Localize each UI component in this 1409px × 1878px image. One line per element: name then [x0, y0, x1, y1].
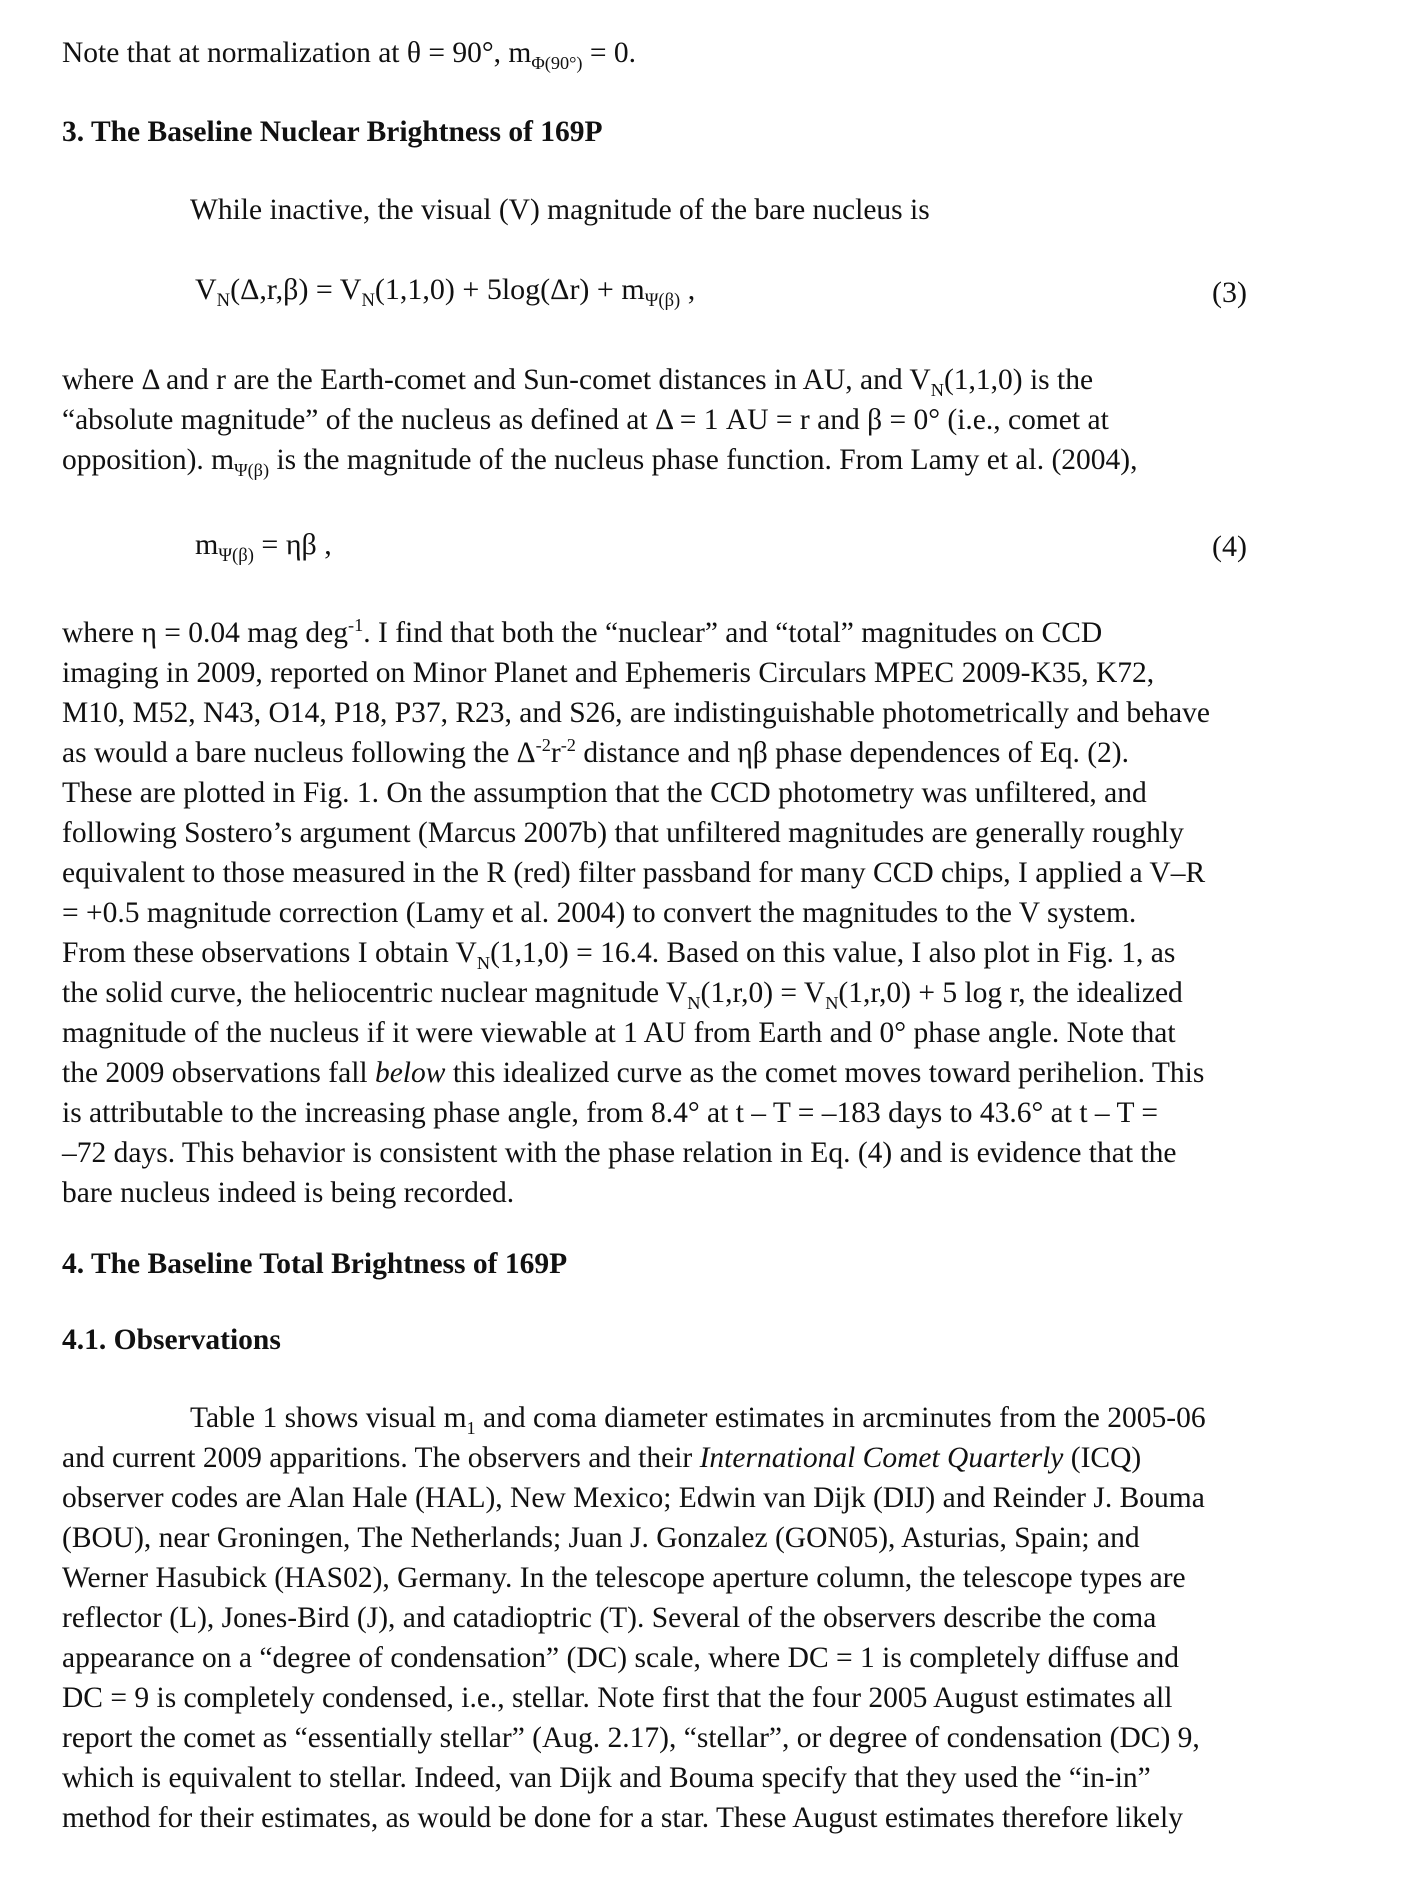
normalization-note: Note that at normalization at θ = 90°, $m_{\Phi(90^\circ)} = 0$. — [62, 37, 637, 73]
paragraph-line: observer codes are Alan Hale (HAL), New Mexico; Edwin van Dijk (DIJ) and Reinder J. Bouma — [62, 1482, 1205, 1514]
paragraph-line: –72 days. This behavior is consistent with the phase relation in Eq. (4) and is evidence that the — [62, 1137, 1177, 1169]
paragraph-line: magnitude of the nucleus if it were viewable at 1 AU from Earth and 0° phase angle. Note that — [62, 1017, 1176, 1049]
equation-4-number: (4) — [1212, 530, 1247, 563]
paragraph-line: as would a bare nucleus following the $\Delta^{-2}r^{-2}$ distance and ηβ phase dependences of Eq. (2). — [62, 735, 1129, 769]
paragraph-line: which is equivalent to stellar. Indeed, van Dijk and Bouma specify that they used the “in-in” — [62, 1762, 1151, 1794]
equation-4: $m_{\Psi(\beta)} = \eta\beta$ , — [195, 528, 332, 566]
paragraph-line: equivalent to those measured in the R (red) filter passband for many CCD chips, I applied a V–R — [62, 857, 1206, 889]
paragraph-line: = +0.5 magnitude correction (Lamy et al. 2004) to convert the magnitudes to the V system. — [62, 897, 1137, 929]
paragraph-line: appearance on a “degree of condensation” (DC) scale, where DC = 1 is completely diffuse and — [62, 1642, 1179, 1674]
equation-3-number: (3) — [1212, 276, 1247, 309]
paragraph-line: following Sostero’s argument (Marcus 2007b) that unfiltered magnitudes are generally roughly — [62, 817, 1184, 849]
paragraph-line: M10, M52, N43, O14, P18, P37, R23, and S26, are indistinguishable photometrically and behave — [62, 697, 1210, 729]
paragraph-line: From these observations I obtain $V_N(1,1,0) = 16.4$. Based on this value, I also plot in Fig. 1, as — [62, 937, 1176, 973]
section-3-heading: 3. The Baseline Nuclear Brightness of 169P — [62, 116, 603, 148]
paragraph-line: where η = 0.04 mag deg$^{-1}$. I find that both the “nuclear” and “total” magnitudes on CCD — [62, 615, 1103, 649]
paragraph-line: reflector (L), Jones-Bird (J), and catadioptric (T). Several of the observers describe the coma — [62, 1602, 1157, 1634]
equation-3: $V_N(\Delta,r,\beta) = V_N(1,1,0) + 5\log(\Delta r) + m_{\Psi(\beta)}$ , — [195, 273, 696, 311]
paragraph-line: report the comet as “essentially stellar” (Aug. 2.17), “stellar”, or degree of condensation (DC) 9, — [62, 1722, 1200, 1754]
paragraph-line: and current 2009 apparitions. The observers and their International Comet Quarterly (ICQ) — [62, 1442, 1142, 1474]
paragraph-line: is attributable to the increasing phase angle, from 8.4° at t – T = –183 days to 43.6° at t – T = — [62, 1097, 1159, 1129]
paragraph-line: where Δ and r are the Earth-comet and Sun-comet distances in AU, and $V_N(1,1,0)$ is the — [62, 364, 1094, 400]
paragraph-line: opposition). $m_{\Psi(\beta)}$ is the magnitude of the nucleus phase function. From Lamy et al. (2004), — [62, 444, 1138, 480]
section-4-heading: 4. The Baseline Total Brightness of 169P — [62, 1248, 568, 1280]
paragraph-line: imaging in 2009, reported on Minor Planet and Ephemeris Circulars MPEC 2009-K35, K72, — [62, 657, 1155, 689]
paragraph-line: Table 1 shows visual $m_1$ and coma diameter estimates in arcminutes from the 2005-06 — [190, 1402, 1206, 1438]
paragraph-line: DC = 9 is completely condensed, i.e., stellar. Note first that the four 2005 August estimates all — [62, 1682, 1173, 1714]
section-4-1-heading: 4.1. Observations — [62, 1324, 281, 1356]
paragraph-line: (BOU), near Groningen, The Netherlands; Juan J. Gonzalez (GON05), Asturias, Spain; and — [62, 1522, 1140, 1554]
paragraph-line: bare nucleus indeed is being recorded. — [62, 1177, 515, 1209]
paragraph-line: the solid curve, the heliocentric nuclear magnitude $V_N(1,r,0) = V_N(1,r,0) + 5$ log r, the idealized — [62, 977, 1183, 1013]
paragraph-line: Werner Hasubick (HAS02), Germany. In the telescope aperture column, the telescope types are — [62, 1562, 1186, 1594]
paragraph-line: method for their estimates, as would be done for a star. These August estimates therefore likely — [62, 1802, 1183, 1834]
paragraph-line: These are plotted in Fig. 1. On the assumption that the CCD photometry was unfiltered, and — [62, 777, 1147, 809]
paragraph-line: “absolute magnitude” of the nucleus as defined at Δ = 1 AU = r and β = 0° (i.e., comet at — [62, 404, 1109, 436]
section-3-intro: While inactive, the visual (V) magnitude of the bare nucleus is — [190, 194, 930, 226]
paragraph-line: the 2009 observations fall below this idealized curve as the comet moves toward perihelion. This — [62, 1057, 1205, 1089]
